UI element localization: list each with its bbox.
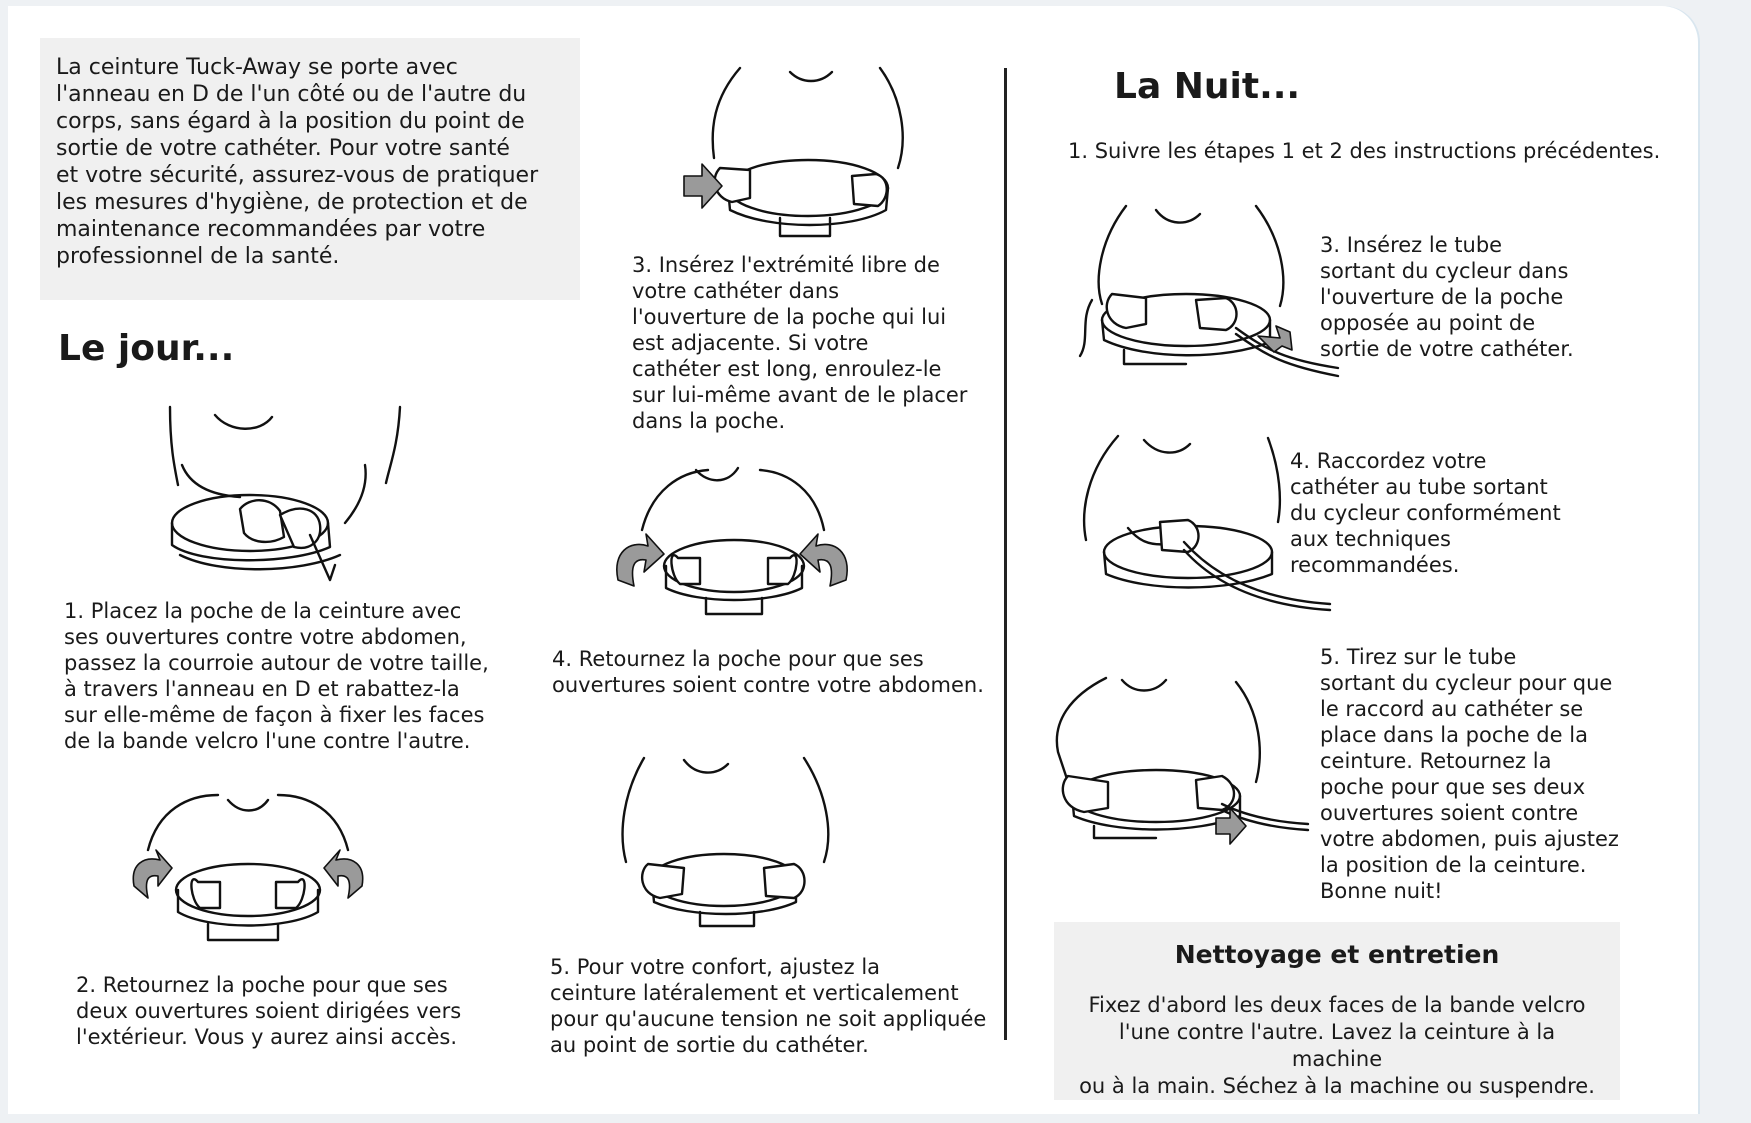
step-3-illustration xyxy=(680,58,930,238)
step-4-illustration xyxy=(612,462,852,632)
night-step-5-text: 5. Tirez sur le tube sortant du cycleur pour que le raccord au cathéter se place dans la poche de la ceinture. Retournez la poche pour que ses deux ouvertures soient contre votre abdomen, puis ajustez la position de la ceinture. Bonne nuit! xyxy=(1320,645,1619,903)
care-box xyxy=(1054,922,1620,1100)
night-step-3-illustration xyxy=(1076,200,1338,390)
night-heading: La Nuit... xyxy=(1114,66,1301,107)
intro-text: La ceinture Tuck-Away se porte avec l'anneau en D de l'un côté ou de l'autre du corps, sans égard à la position du point de sortie de votre cathéter. Pour votre santé et votre sécurité, assurez-vous de pratiquer les mesures d'hygiène, de protection et de maintenance recommandées par votre professionnel de la santé. xyxy=(56,55,539,269)
night-step-1-text: 1. Suivre les étapes 1 et 2 des instructions précédentes. xyxy=(1068,139,1661,163)
column-divider xyxy=(1004,68,1007,1040)
care-text: Fixez d'abord les deux faces de la bande velcro l'une contre l'autre. Lavez la ceinture à la machine ou à la main. Séchez à la machine ou suspendre. xyxy=(1079,993,1595,1098)
day-step-4-text: 4. Retournez la poche pour que ses ouvertures soient contre votre abdomen. xyxy=(552,647,984,697)
care-title: Nettoyage et entretien xyxy=(1174,940,1500,969)
day-step-2-text: 2. Retournez la poche pour que ses deux ouvertures soient dirigées vers l'extérieur. Vous y aurez ainsi accès. xyxy=(76,973,462,1049)
step-2-illustration xyxy=(128,790,368,960)
night-step-5-illustration xyxy=(1046,672,1308,852)
night-step-4-text: 4. Raccordez votre cathéter au tube sortant du cycleur conformément aux techniques recommandées. xyxy=(1290,449,1561,577)
day-heading: Le jour... xyxy=(58,328,235,369)
step-5-illustration xyxy=(604,752,844,927)
intro-box xyxy=(40,38,580,300)
day-step-3-text: 3. Insérez l'extrémité libre de votre cathéter dans l'ouverture de la poche qui lui est adjacente. Si votre cathéter est long, enroulez-le sur lui-même avant de le placer dans la poche. xyxy=(632,253,968,433)
day-step-5-text: 5. Pour votre confort, ajustez la ceinture latéralement et verticalement pour qu'aucune tension ne soit appliquée au point de sortie du cathéter. xyxy=(550,955,987,1057)
step-1-illustration xyxy=(160,405,410,585)
night-step-3-text: 3. Insérez le tube sortant du cycleur dans l'ouverture de la poche opposée au point de sortie de votre cathéter. xyxy=(1320,233,1574,361)
day-step-1-text: 1. Placez la poche de la ceinture avec ses ouvertures contre votre abdomen, passez la courroie autour de votre taille, à travers l'anneau en D et rabattez-la sur elle-même de façon à fixer les faces de la bande velcro l'une contre l'autre. xyxy=(64,599,489,753)
